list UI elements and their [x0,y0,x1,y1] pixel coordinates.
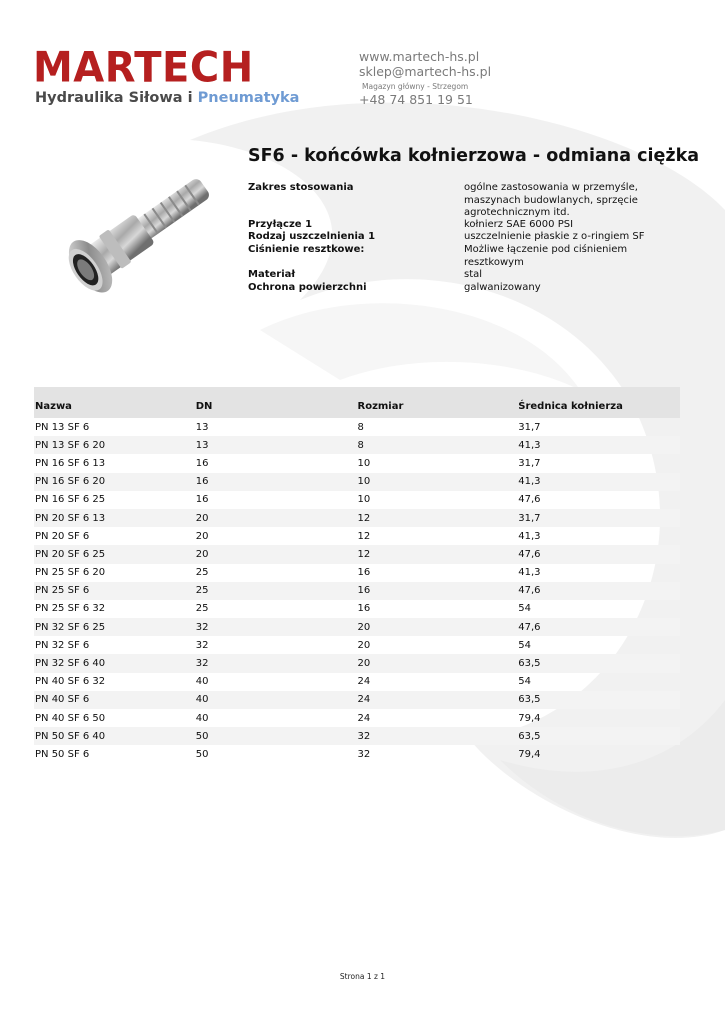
cell-flange-diameter: 79,4 [518,748,541,760]
spec-label-application: Zakres stosowania [248,182,354,193]
spec-label-seal: Rodzaj uszczelnienia 1 [248,231,376,242]
table-row [34,745,680,763]
cell-size: 20 [357,621,371,633]
cell-size: 12 [357,548,371,560]
cell-dn: 50 [195,748,209,760]
cell-name: PN 50 SF 6 [35,748,90,760]
cell-size: 10 [357,494,371,506]
cell-dn: 13 [195,421,209,433]
cell-size: 16 [357,603,371,615]
cell-size: 24 [357,676,371,688]
spec-value-material: stal [464,269,483,280]
page-number: Strona 1 z 1 [339,972,386,981]
cell-size: 10 [357,457,371,469]
table-row [34,654,680,672]
table-row [34,418,680,436]
spec-value-surface: galwanizowany [464,282,541,293]
cell-dn: 40 [195,676,209,688]
table-row [34,618,680,636]
brand-tagline [35,89,299,107]
cell-flange-diameter: 47,6 [518,494,541,506]
spec-label-material: Materiał [248,269,296,280]
cell-dn: 13 [195,439,209,451]
table-row [34,491,680,509]
product-image [45,160,230,310]
spec-label-connection: Przyłącze 1 [248,219,313,230]
cell-flange-diameter: 41,3 [518,476,541,488]
tagline-accent: Pneumatyka [197,90,300,106]
warehouse-text: Magazyn główny - Strzegom [362,82,469,91]
cell-dn: 32 [195,658,209,670]
cell-name: PN 16 SF 6 20 [35,476,106,488]
cell-name: PN 20 SF 6 [35,530,90,542]
cell-flange-diameter: 41,3 [518,439,541,451]
spec-value-connection: kołnierz SAE 6000 PSI [464,219,574,230]
cell-dn: 20 [195,548,209,560]
table-row [34,509,680,527]
table-row [34,727,680,745]
cell-flange-diameter: 63,5 [518,694,541,706]
cell-flange-diameter: 54 [518,639,531,651]
cell-flange-diameter: 63,5 [518,730,541,742]
cell-dn: 25 [195,585,209,597]
cell-size: 12 [357,530,371,542]
table-body [34,418,680,764]
cell-name: PN 32 SF 6 [35,639,90,651]
product-table [34,387,680,764]
cell-flange-diameter: 79,4 [518,712,541,724]
cell-name: PN 16 SF 6 25 [35,494,106,506]
cell-name: PN 40 SF 6 32 [35,676,106,688]
cell-flange-diameter: 41,3 [518,567,541,579]
cell-flange-diameter: 47,6 [518,621,541,633]
table-row [34,545,680,563]
cell-size: 20 [357,639,371,651]
cell-dn: 20 [195,512,209,524]
cell-dn: 40 [195,694,209,706]
cell-size: 16 [357,567,371,579]
cell-dn: 32 [195,621,209,633]
spec-label-residual-pressure: Ciśnienie resztkowe: [248,244,365,255]
cell-name: PN 40 SF 6 [35,694,90,706]
spec-value-residual-pressure: Możliwe łączenie pod ciśnieniem resztkowym [464,244,628,268]
cell-flange-diameter: 47,6 [518,585,541,597]
table-header [34,387,680,418]
cell-size: 10 [357,476,371,488]
table-row [34,582,680,600]
spec-value-application: ogólne zastosowania w przemyśle, maszynach budowlanych, sprzęcie agrotechnicznym itd. [464,182,638,218]
cell-flange-diameter: 31,7 [518,512,541,524]
cell-name: PN 13 SF 6 20 [35,439,106,451]
cell-size: 20 [357,658,371,670]
cell-flange-diameter: 41,3 [518,530,541,542]
cell-dn: 40 [195,712,209,724]
table-row [34,454,680,472]
cell-flange-diameter: 63,5 [518,658,541,670]
tagline-text: Hydraulika Siłowa i [35,90,198,106]
website-link[interactable]: www.martech-hs.pl [359,49,480,64]
cell-size: 24 [357,694,371,706]
table-row [34,436,680,454]
cell-name: PN 25 SF 6 [35,585,90,597]
cell-name: PN 25 SF 6 20 [35,567,106,579]
header-size: Rozmiar [357,401,404,412]
cell-name: PN 20 SF 6 13 [35,512,106,524]
table-row [34,564,680,582]
cell-name: PN 25 SF 6 32 [35,603,106,615]
cell-size: 32 [357,748,371,760]
cell-dn: 16 [195,494,209,506]
table-row [34,600,680,618]
table-row [34,527,680,545]
table-row [34,473,680,491]
cell-dn: 20 [195,530,209,542]
header-flange-diameter: Średnica kołnierza [518,401,623,412]
cell-name: PN 20 SF 6 25 [35,548,106,560]
page-title: SF6 - końcówka kołnierzowa - odmiana ciężka [248,146,700,166]
table-row [34,636,680,654]
cell-name: PN 40 SF 6 50 [35,712,106,724]
cell-flange-diameter: 31,7 [518,457,541,469]
cell-dn: 16 [195,457,209,469]
cell-name: PN 50 SF 6 40 [35,730,106,742]
contact-block [359,49,491,107]
cell-size: 24 [357,712,371,724]
spec-label-surface: Ochrona powierzchni [248,282,367,293]
cell-flange-diameter: 54 [518,603,531,615]
cell-dn: 25 [195,567,209,579]
header-name: Nazwa [35,401,72,412]
email-link[interactable]: sklep@martech-hs.pl [359,64,492,79]
cell-size: 12 [357,512,371,524]
cell-name: PN 32 SF 6 25 [35,621,106,633]
cell-name: PN 16 SF 6 13 [35,457,106,469]
cell-flange-diameter: 54 [518,676,531,688]
table-row [34,709,680,727]
cell-flange-diameter: 31,7 [518,421,541,433]
cell-flange-diameter: 47,6 [518,548,541,560]
cell-dn: 50 [195,730,209,742]
phone-number: +48 74 851 19 51 [359,92,473,107]
cell-name: PN 32 SF 6 40 [35,658,106,670]
cell-size: 8 [357,439,364,451]
cell-dn: 32 [195,639,209,651]
cell-dn: 16 [195,476,209,488]
header-dn: DN [195,401,213,412]
cell-size: 16 [357,585,371,597]
spec-value-seal: uszczelnienie płaskie z o-ringiem SF [464,231,645,242]
table-row [34,673,680,691]
brand-logo: MARTECH [33,43,254,93]
cell-name: PN 13 SF 6 [35,421,90,433]
cell-size: 8 [357,421,364,433]
table-row [34,691,680,709]
cell-size: 32 [357,730,371,742]
cell-dn: 25 [195,603,209,615]
